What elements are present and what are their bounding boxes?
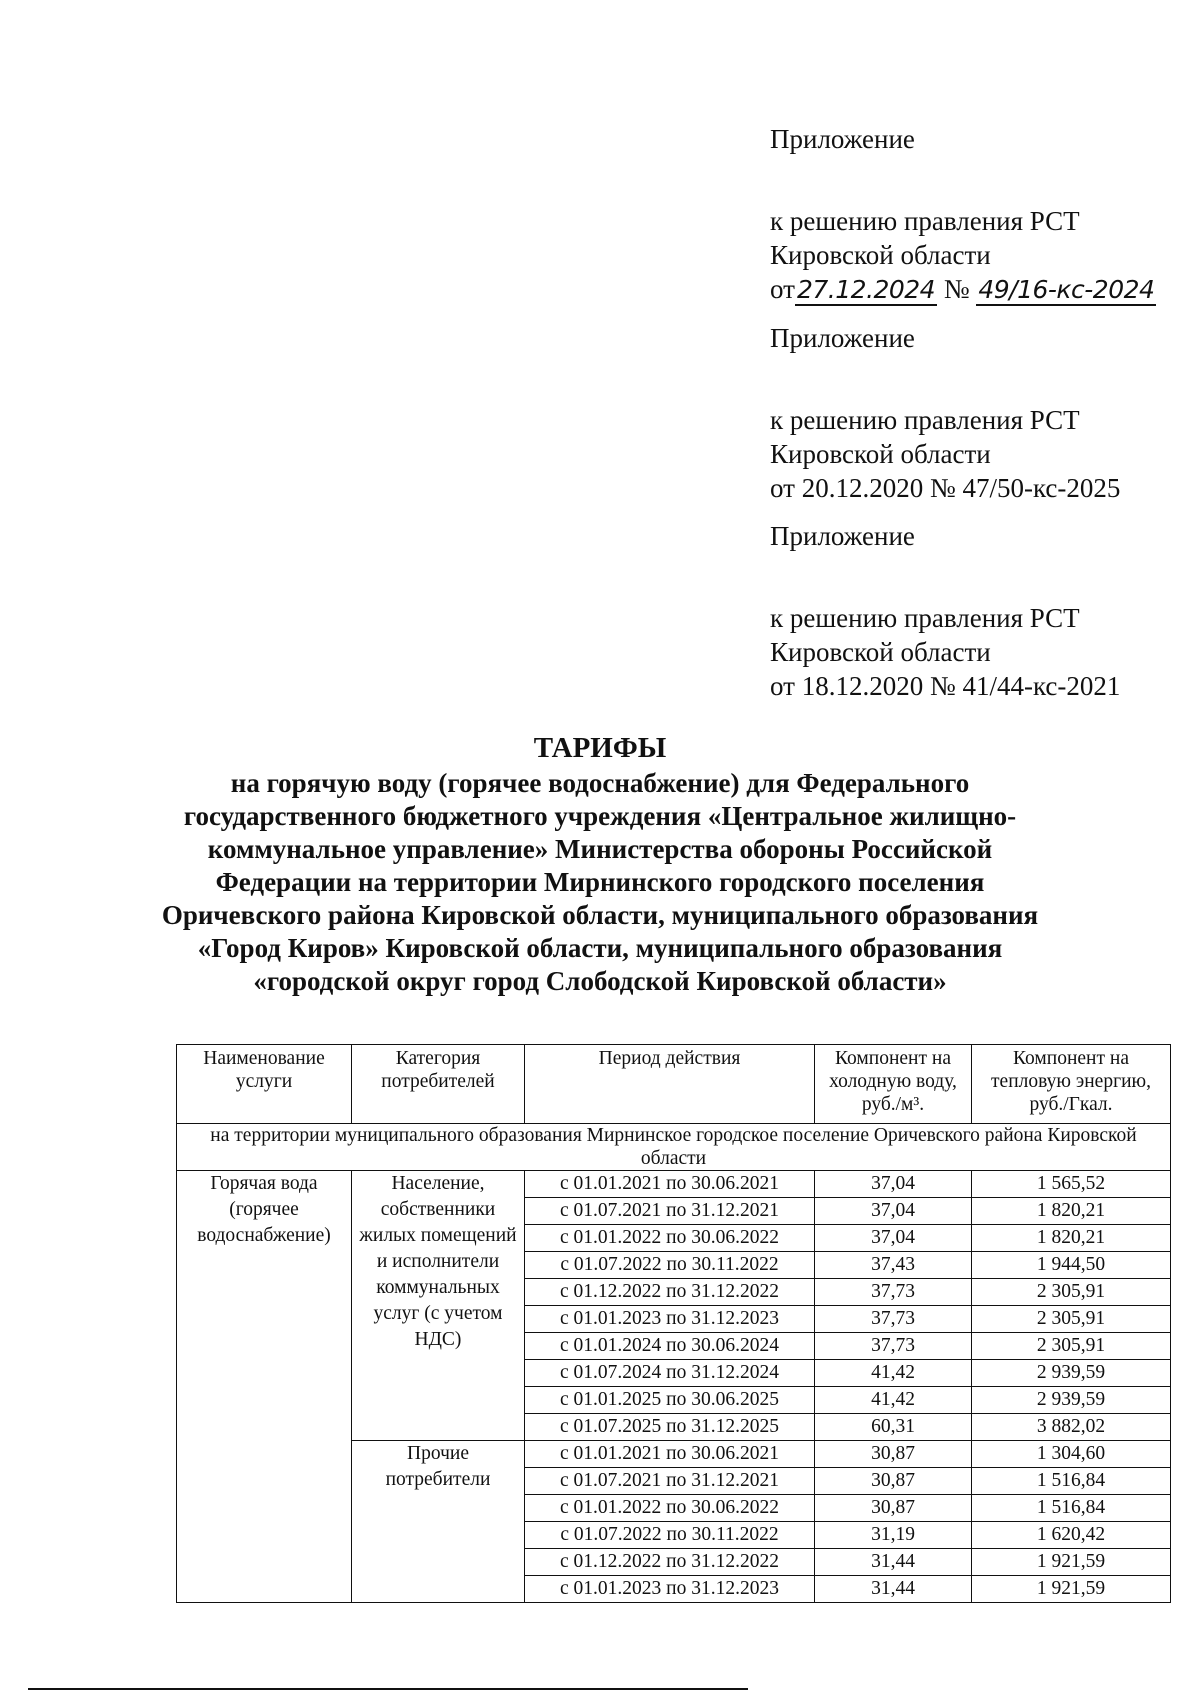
period-cell: с 01.07.2022 по 30.11.2022: [525, 1522, 815, 1549]
period-cell: с 01.01.2023 по 31.12.2023: [525, 1306, 815, 1333]
period-cell: с 01.07.2022 по 30.11.2022: [525, 1252, 815, 1279]
appendix-title: Приложение: [770, 124, 915, 154]
handwritten-number: 49/16-кс-2024: [978, 275, 1155, 304]
header-cold-water: Компонент на холодную воду, руб./м³.: [815, 1045, 972, 1124]
cold-water-cell: 31,44: [815, 1576, 972, 1603]
header-period: Период действия: [525, 1045, 815, 1124]
table-row: [177, 1171, 1171, 1198]
appendix-date-line: от 18.12.2020 № 41/44-кс-2021: [770, 671, 1121, 701]
cold-water-cell: 37,04: [815, 1198, 972, 1225]
heat-cell: 2 305,91: [972, 1333, 1171, 1360]
cold-water-cell: 31,44: [815, 1549, 972, 1576]
heat-cell: 2 305,91: [972, 1279, 1171, 1306]
appendix-block-3: [770, 519, 1170, 703]
cold-water-cell: 37,04: [815, 1225, 972, 1252]
appendix-title: Приложение: [770, 521, 915, 551]
cold-water-cell: 37,04: [815, 1171, 972, 1198]
cold-water-cell: 30,87: [815, 1468, 972, 1495]
heat-cell: 1 516,84: [972, 1468, 1171, 1495]
document-title-line: на горячую воду (горячее водоснабжение) для Федерального: [230, 768, 970, 798]
footer-divider: [28, 1688, 748, 1690]
period-cell: с 01.01.2022 по 30.06.2022: [525, 1495, 815, 1522]
cold-water-cell: 41,42: [815, 1360, 972, 1387]
period-cell: с 01.12.2022 по 31.12.2022: [525, 1279, 815, 1306]
period-cell: с 01.07.2021 по 31.12.2021: [525, 1198, 815, 1225]
document-title-line: коммунальное управление» Министерства обороны Российской: [207, 834, 993, 864]
heat-cell: 1 820,21: [972, 1225, 1171, 1252]
tariffs-table: [176, 1044, 1171, 1603]
cold-water-cell: 30,87: [815, 1495, 972, 1522]
appendix-title: Приложение: [770, 323, 915, 353]
heat-cell: 2 939,59: [972, 1387, 1171, 1414]
appendix-line: к решению правления РСТ: [770, 206, 1080, 236]
table-header-row: [177, 1045, 1171, 1124]
header-service: Наименование услуги: [177, 1045, 352, 1124]
cold-water-cell: 37,73: [815, 1333, 972, 1360]
territory-cell: на территории муниципального образования Мирнинское городское поселение Оричевского района Кировской области: [177, 1124, 1171, 1171]
cold-water-cell: 60,31: [815, 1414, 972, 1441]
period-cell: с 01.01.2022 по 30.06.2022: [525, 1225, 815, 1252]
document-title-main: ТАРИФЫ: [533, 732, 667, 764]
document-title: [160, 732, 1040, 998]
number-sign: №: [943, 274, 970, 304]
appendix-line: Кировской области: [770, 637, 991, 667]
header-heat: Компонент на тепловую энергию, руб./Гкал.: [972, 1045, 1171, 1124]
heat-cell: 1 921,59: [972, 1549, 1171, 1576]
category-cell: Прочие потребители: [352, 1441, 525, 1603]
cold-water-cell: 30,87: [815, 1441, 972, 1468]
cold-water-cell: 37,73: [815, 1279, 972, 1306]
document-title-line: Оричевского района Кировской области, муниципального образования: [161, 900, 1039, 930]
appendix-block-1: [770, 122, 1170, 307]
appendix-date-line: [770, 272, 1170, 307]
heat-cell: 1 820,21: [972, 1198, 1171, 1225]
appendix-block-2: [770, 321, 1170, 505]
period-cell: с 01.12.2022 по 31.12.2022: [525, 1549, 815, 1576]
heat-cell: 1 516,84: [972, 1495, 1171, 1522]
heat-cell: 1 944,50: [972, 1252, 1171, 1279]
appendix-line: к решению правления РСТ: [770, 603, 1080, 633]
period-cell: с 01.01.2023 по 31.12.2023: [525, 1576, 815, 1603]
cold-water-cell: 31,19: [815, 1522, 972, 1549]
period-cell: с 01.07.2021 по 31.12.2021: [525, 1468, 815, 1495]
appendix-line: Кировской области: [770, 439, 991, 469]
heat-cell: 2 305,91: [972, 1306, 1171, 1333]
document-title-line: государственного бюджетного учреждения «Центральное жилищно-: [183, 801, 1017, 831]
document-title-line: «Город Киров» Кировской области, муниципального образования: [197, 933, 1003, 963]
appendix-line: к решению правления РСТ: [770, 405, 1080, 435]
cold-water-cell: 37,73: [815, 1306, 972, 1333]
appendix-line: Кировской области: [770, 240, 991, 270]
handwritten-date: 27.12.2024: [796, 275, 936, 304]
header-category: Категория потребителей: [352, 1045, 525, 1124]
document-title-line: Федерации на территории Мирнинского городского поселения: [215, 867, 985, 897]
service-name-cell: Горячая вода (горячее водоснабжение): [177, 1171, 352, 1603]
period-cell: с 01.07.2024 по 31.12.2024: [525, 1360, 815, 1387]
period-cell: с 01.07.2025 по 31.12.2025: [525, 1414, 815, 1441]
heat-cell: 1 304,60: [972, 1441, 1171, 1468]
period-cell: с 01.01.2025 по 30.06.2025: [525, 1387, 815, 1414]
category-cell: Население, собственники жилых помещений и исполнители коммунальных услуг (с учетом НДС): [352, 1171, 525, 1441]
heat-cell: 3 882,02: [972, 1414, 1171, 1441]
heat-cell: 1 921,59: [972, 1576, 1171, 1603]
document-title-line: «городской округ город Слободской Кировской области»: [253, 966, 947, 996]
cold-water-cell: 41,42: [815, 1387, 972, 1414]
period-cell: с 01.01.2021 по 30.06.2021: [525, 1441, 815, 1468]
territory-row: [177, 1124, 1171, 1171]
period-cell: с 01.01.2024 по 30.06.2024: [525, 1333, 815, 1360]
period-cell: с 01.01.2021 по 30.06.2021: [525, 1171, 815, 1198]
heat-cell: 1 565,52: [972, 1171, 1171, 1198]
appendix-date-prefix: от: [770, 274, 795, 304]
heat-cell: 1 620,42: [972, 1522, 1171, 1549]
heat-cell: 2 939,59: [972, 1360, 1171, 1387]
cold-water-cell: 37,43: [815, 1252, 972, 1279]
appendix-date-line: от 20.12.2020 № 47/50-кс-2025: [770, 473, 1121, 503]
